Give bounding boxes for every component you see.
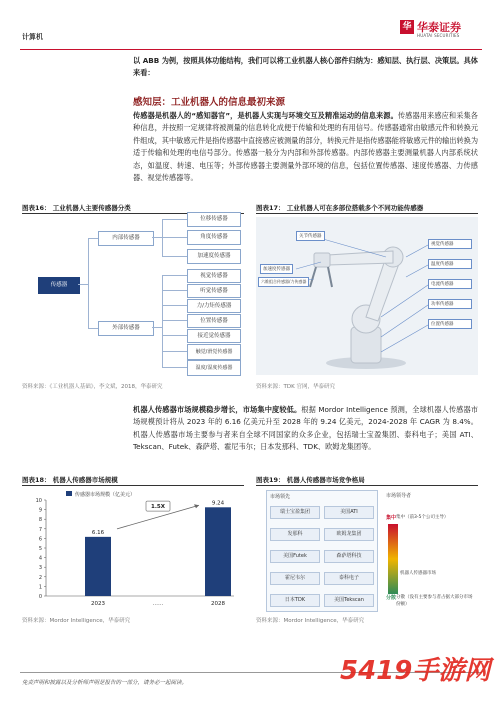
tree-connector <box>162 275 187 276</box>
robot-label: 加速度传感器 <box>260 264 293 274</box>
robot-label: 功率传感器 <box>428 299 472 309</box>
tree-connector <box>162 256 187 257</box>
tree-leaf: 位置传感器 <box>187 314 241 328</box>
y-tick-label: 10 <box>35 498 42 504</box>
tree-leaf: 接近觉传感器 <box>187 329 241 343</box>
company-box: 美国ATI <box>324 506 374 519</box>
fig18-source: 资料来源：Mordor Intelligence，华泰研究 <box>22 618 131 624</box>
company-box: 瑞士宝盈集团 <box>270 506 320 519</box>
company-box: 发那科 <box>270 528 320 541</box>
y-tick-label: 6 <box>38 536 42 543</box>
bar-value-label: 9.24 <box>211 500 225 507</box>
tree-connector <box>162 237 187 238</box>
tree-connector <box>78 284 88 285</box>
fig19-rule <box>256 485 478 486</box>
competition-figure <box>256 488 478 614</box>
tree-leaf: 位移传感器 <box>187 212 241 227</box>
robot-label: 关节传感器 <box>296 231 325 241</box>
section1-text: 传感器用来感应和采集各种信息，并按照一定规律将被测量的信息转化成便于传输和处理的有用信号。传感器通常由敏感元件和转换元件组成，其中敏感元件是指传感器中直接感应被测量的部分，转换元件是指传感器能将敏感元件的输出转换为适于传输和处理的电信号部分。传感器一般分为内部和外部传感器。内部传感器主要测量机器人内部系统状态，如温度、转速、电压等；外部传感器主要测量外部环境的信息，包括位置传感器、速度传感器、力传感器、视觉传感器等。 <box>133 111 479 183</box>
tree-connector <box>162 320 187 321</box>
fragmented-note: 分散（没有主要参与者占据大部分市场份额） <box>396 595 473 607</box>
section1-lead: 传感器是机器人的“感知器官”，是机器人实现与环境交互及精准运动的信息来源。 <box>133 111 398 120</box>
y-tick-label: 7 <box>38 526 42 533</box>
fig17-source: 资料来源：TDK 官网，华泰研究 <box>256 384 335 390</box>
x-tick-label: 2028 <box>211 601 225 607</box>
tree-internal: 内部传感器 <box>98 231 154 246</box>
section-label: 计算机 <box>22 33 43 41</box>
tree-leaf: 触觉/滑觉传感器 <box>187 344 241 360</box>
tree-connector <box>88 238 89 328</box>
tree-connector <box>88 238 98 239</box>
y-tick-label: 3 <box>38 565 42 572</box>
tree-connector <box>162 335 187 336</box>
company-logo <box>400 20 482 48</box>
tree-leaf: 听觉传感器 <box>187 284 241 298</box>
section-title: 感知层：工业机器人的信息最初来源 <box>133 97 286 108</box>
y-tick-label: 9 <box>38 507 42 514</box>
tree-connector <box>162 275 163 367</box>
market-size-chart <box>22 488 244 616</box>
disclaimer: 免责声明和披露以及分析师声明是报告的一部分，请务必一起阅读。 <box>22 680 188 686</box>
section2-text: 根据 Mordor Intelligence 预测，全球机器人传感器市场规模预计将从 2023 年的 6.16 亿美元升至 2028 年的 9.24 亿美元，2024-2028 年 CAGR 为 8.4%。机器人传感器市场主要参与者来自全球不同国家的众多企业，包括瑞士宝盈集团、泰科电子；美国 ATI、Tekscan、Futek、森萨塔、霍尼韦尔；日本发那科、TDK、欧姆龙集团等。 <box>133 405 478 452</box>
tree-connector <box>162 351 187 352</box>
fig19-source: 资料来源：Mordor Intelligence，华泰研究 <box>256 618 365 624</box>
robot-label: 视觉传感器 <box>428 239 472 249</box>
fig18-title: 图表18： 机器人传感器市场规模 <box>22 476 118 484</box>
robot-label: 温度传感器 <box>428 259 472 269</box>
y-tick-label: 1 <box>38 584 42 591</box>
company-box: 日本TDK <box>270 594 320 607</box>
tree-root: 传感器 <box>38 277 80 294</box>
company-box: 泰科电子 <box>324 572 374 585</box>
company-box: 森萨塔科技 <box>324 550 374 563</box>
company-box: 美国Futek <box>270 550 320 563</box>
company-box: 霍尼韦尔 <box>270 572 320 585</box>
fig17-rule <box>256 213 478 214</box>
tree-leaf: 角度传感器 <box>187 230 241 245</box>
tree-connector <box>162 219 187 220</box>
concentration-scale <box>388 524 398 594</box>
legend-label: 传感器市场规模（亿美元） <box>75 492 136 498</box>
grid-header: 市场领先 <box>270 494 291 500</box>
logo-text: 华泰证券 <box>417 21 461 34</box>
x-tick-label: 2023 <box>91 601 105 607</box>
section2-lead: 机器人传感器市场规模稳步增长，市场集中度较低。 <box>133 405 302 414</box>
company-box: 美国Tekscan <box>324 594 374 607</box>
fig19-title: 图表19： 机器人传感器市场竞争格局 <box>256 476 365 484</box>
tree-leaf: 温度/湿度传感器 <box>187 360 241 376</box>
fig16-source: 资料来源：《工业机器人基础》，李文斌，2018，华泰研究 <box>22 384 163 390</box>
header-divider <box>20 49 482 50</box>
tree-connector <box>152 237 162 238</box>
fragmented-label: 分散 <box>386 595 397 601</box>
section1-paragraph <box>133 110 478 184</box>
market-arrow-label: 机器人传感器市场 <box>400 571 436 576</box>
intro-paragraph: 以 ABB 为例，按照具体功能结构，我们可以将工业机器人核心部件归纳为：感知层、执行层、决策层。具体来看： <box>133 56 478 78</box>
tree-connector <box>152 327 162 328</box>
section2-paragraph <box>133 404 478 454</box>
robot-arm-figure <box>256 217 478 375</box>
robot-label: 位置传感器 <box>428 319 472 329</box>
tree-connector <box>88 328 98 329</box>
logo-subtext: HUATAI SECURITIES <box>417 33 460 38</box>
bar-value-label: 6.16 <box>91 529 105 536</box>
legend-swatch <box>66 491 72 496</box>
fig18-rule <box>22 485 244 486</box>
tree-connector <box>162 290 187 291</box>
tree-connector <box>162 305 187 306</box>
bar <box>85 537 111 596</box>
y-tick-label: 0 <box>38 594 42 600</box>
legend-header: 市场领导者 <box>386 493 412 499</box>
tree-leaf: 力/力矩传感器 <box>187 299 241 313</box>
y-tick-label: 5 <box>38 546 42 552</box>
tree-leaf: 加速度传感器 <box>187 249 241 264</box>
concentrated-label: 集中 <box>386 515 397 521</box>
y-tick-label: 8 <box>38 517 42 524</box>
company-box: 欧姆龙集团 <box>324 528 374 541</box>
robot-label: 六维组合传感器/力传感器 <box>258 277 309 287</box>
logo-mark-icon: 华 <box>400 20 414 34</box>
bar <box>205 507 231 596</box>
y-tick-label: 4 <box>38 555 42 562</box>
y-tick-label: 2 <box>38 574 42 581</box>
concentrated-note: 集中（前3-5个公司主导） <box>396 515 449 520</box>
watermark: 5419手游网 <box>340 656 491 686</box>
fig16-title: 图表16： 工业机器人主要传感器分类 <box>22 204 131 212</box>
fig17-title: 图表17： 工业机器人可在多部位搭载多个不同功能传感器 <box>256 204 424 212</box>
multiplier-label: 1.5X <box>151 504 165 511</box>
x-gap-label: …… <box>152 601 164 607</box>
tree-external: 外部传感器 <box>98 321 154 336</box>
tree-leaf: 视觉传感器 <box>187 269 241 283</box>
robot-label: 电流传感器 <box>428 279 472 289</box>
tree-connector <box>162 367 187 368</box>
